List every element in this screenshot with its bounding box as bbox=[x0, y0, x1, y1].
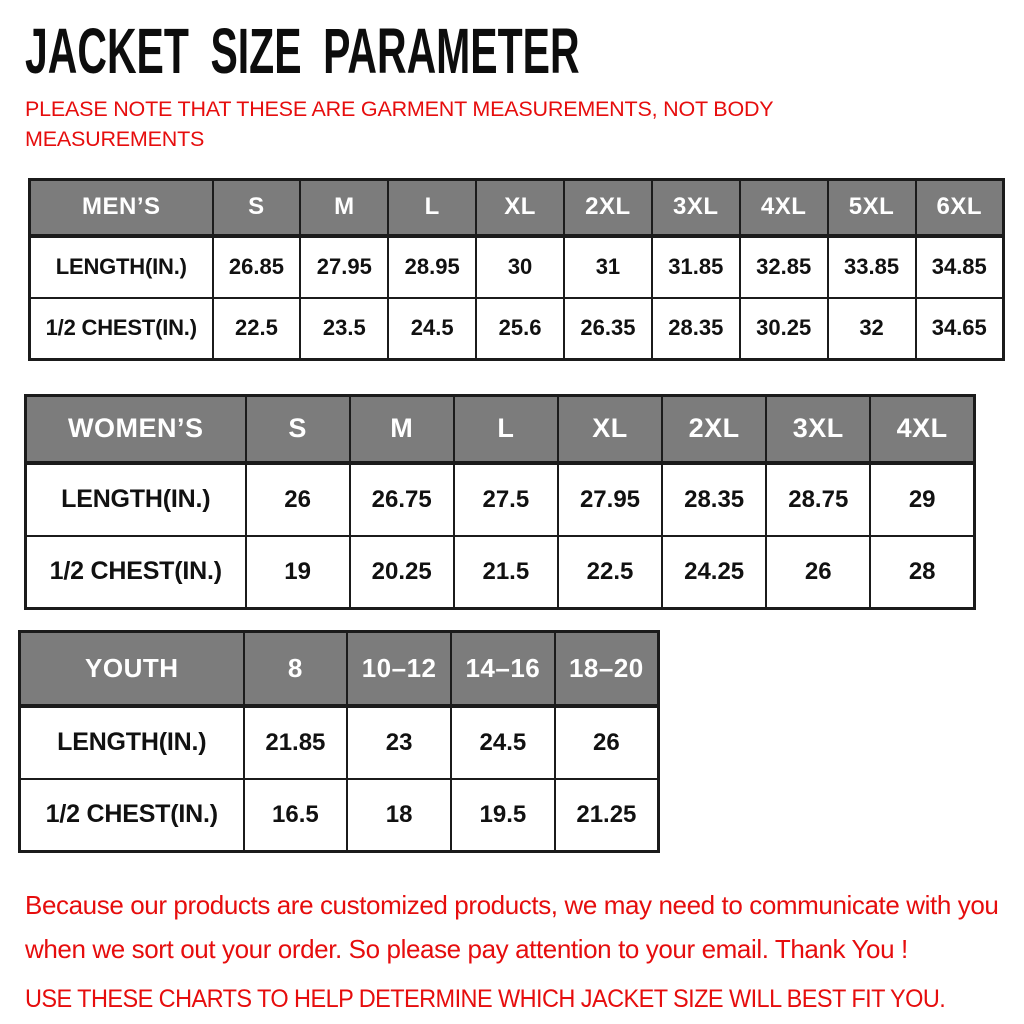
womens-size-table bbox=[24, 394, 976, 610]
mens-table-title-cell: MEN’S bbox=[30, 180, 213, 236]
measurement-value: 21.85 bbox=[244, 706, 348, 779]
measurement-value: 27.5 bbox=[454, 463, 558, 536]
size-column-header: 8 bbox=[244, 632, 348, 706]
measurement-value: 28.75 bbox=[766, 463, 870, 536]
measurement-value: 28.95 bbox=[388, 236, 476, 298]
size-column-header: 18–20 bbox=[555, 632, 659, 706]
measurement-value: 20.25 bbox=[350, 536, 454, 609]
measurement-value: 23 bbox=[347, 706, 451, 779]
size-column-header: 4XL bbox=[740, 180, 828, 236]
measurement-value: 16.5 bbox=[244, 779, 348, 852]
customization-note bbox=[25, 883, 1024, 971]
measurement-value: 19 bbox=[246, 536, 350, 609]
measurement-value: 28.35 bbox=[652, 298, 740, 360]
size-column-header: 2XL bbox=[564, 180, 652, 236]
size-column-header: XL bbox=[476, 180, 564, 236]
youth-size-table bbox=[18, 630, 660, 853]
measurement-value: 26.75 bbox=[350, 463, 454, 536]
measurement-value: 26 bbox=[766, 536, 870, 609]
measurement-value: 24.5 bbox=[451, 706, 555, 779]
fit-advice-text: USE THESE CHARTS TO HELP DETERMINE WHICH JACKET SIZE WILL BEST FIT YOU. bbox=[25, 985, 946, 1013]
customization-note-line-1: Because our products are customized products, we may need to communicate with you bbox=[25, 890, 999, 920]
measurement-value: 26 bbox=[555, 706, 659, 779]
size-column-header: M bbox=[350, 396, 454, 463]
row-label: 1/2 CHEST(IN.) bbox=[26, 536, 246, 609]
measurement-value: 26.35 bbox=[564, 298, 652, 360]
row-label: LENGTH(IN.) bbox=[30, 236, 213, 298]
measurement-value: 30.25 bbox=[740, 298, 828, 360]
measurement-row bbox=[20, 779, 659, 852]
row-label: 1/2 CHEST(IN.) bbox=[20, 779, 244, 852]
measurement-value: 34.85 bbox=[916, 236, 1004, 298]
size-column-header: L bbox=[454, 396, 558, 463]
row-label: LENGTH(IN.) bbox=[26, 463, 246, 536]
measurement-value: 26 bbox=[246, 463, 350, 536]
measurement-value: 29 bbox=[870, 463, 974, 536]
size-column-header: 14–16 bbox=[451, 632, 555, 706]
measurement-value: 28 bbox=[870, 536, 974, 609]
size-column-header: 3XL bbox=[766, 396, 870, 463]
size-column-header: S bbox=[246, 396, 350, 463]
measurement-value: 28.35 bbox=[662, 463, 766, 536]
measurement-value: 25.6 bbox=[476, 298, 564, 360]
measurement-row bbox=[20, 706, 659, 779]
size-column-header: M bbox=[300, 180, 388, 236]
header-row bbox=[26, 396, 975, 463]
measurement-value: 31 bbox=[564, 236, 652, 298]
measurement-value: 27.95 bbox=[300, 236, 388, 298]
size-column-header: S bbox=[213, 180, 301, 236]
customization-note-line-2: when we sort out your order. So please pay attention to your email. Thank You ! bbox=[25, 934, 908, 964]
header-row bbox=[30, 180, 1004, 236]
measurement-value: 24.25 bbox=[662, 536, 766, 609]
measurement-row bbox=[26, 463, 975, 536]
measurement-note-line-2: MEASUREMENTS bbox=[25, 127, 205, 151]
womens-table-title-cell: WOMEN’S bbox=[26, 396, 246, 463]
measurement-value: 22.5 bbox=[558, 536, 662, 609]
size-column-header: 6XL bbox=[916, 180, 1004, 236]
measurement-value: 31.85 bbox=[652, 236, 740, 298]
size-column-header: 5XL bbox=[828, 180, 916, 236]
measurement-value: 32 bbox=[828, 298, 916, 360]
measurement-value: 21.25 bbox=[555, 779, 659, 852]
row-label: 1/2 CHEST(IN.) bbox=[30, 298, 213, 360]
size-column-header: 2XL bbox=[662, 396, 766, 463]
size-column-header: 3XL bbox=[652, 180, 740, 236]
measurement-value: 19.5 bbox=[451, 779, 555, 852]
youth-table-title-cell: YOUTH bbox=[20, 632, 244, 706]
mens-size-table bbox=[28, 178, 1005, 361]
measurement-row bbox=[30, 298, 1004, 360]
measurement-value: 26.85 bbox=[213, 236, 301, 298]
measurement-value: 23.5 bbox=[300, 298, 388, 360]
measurement-value: 18 bbox=[347, 779, 451, 852]
measurement-value: 21.5 bbox=[454, 536, 558, 609]
measurement-value: 22.5 bbox=[213, 298, 301, 360]
measurement-note-line-1: PLEASE NOTE THAT THESE ARE GARMENT MEASUREMENTS, NOT BODY bbox=[25, 97, 774, 121]
measurement-value: 24.5 bbox=[388, 298, 476, 360]
measurement-value: 32.85 bbox=[740, 236, 828, 298]
size-column-header: 10–12 bbox=[347, 632, 451, 706]
measurement-value: 34.65 bbox=[916, 298, 1004, 360]
measurement-note bbox=[25, 94, 1024, 154]
page-title: JACKET SIZE PARAMETER bbox=[25, 15, 580, 87]
header-row bbox=[20, 632, 659, 706]
measurement-row bbox=[30, 236, 1004, 298]
size-column-header: XL bbox=[558, 396, 662, 463]
measurement-value: 30 bbox=[476, 236, 564, 298]
measurement-value: 27.95 bbox=[558, 463, 662, 536]
row-label: LENGTH(IN.) bbox=[20, 706, 244, 779]
size-column-header: 4XL bbox=[870, 396, 974, 463]
measurement-value: 33.85 bbox=[828, 236, 916, 298]
measurement-row bbox=[26, 536, 975, 609]
size-column-header: L bbox=[388, 180, 476, 236]
